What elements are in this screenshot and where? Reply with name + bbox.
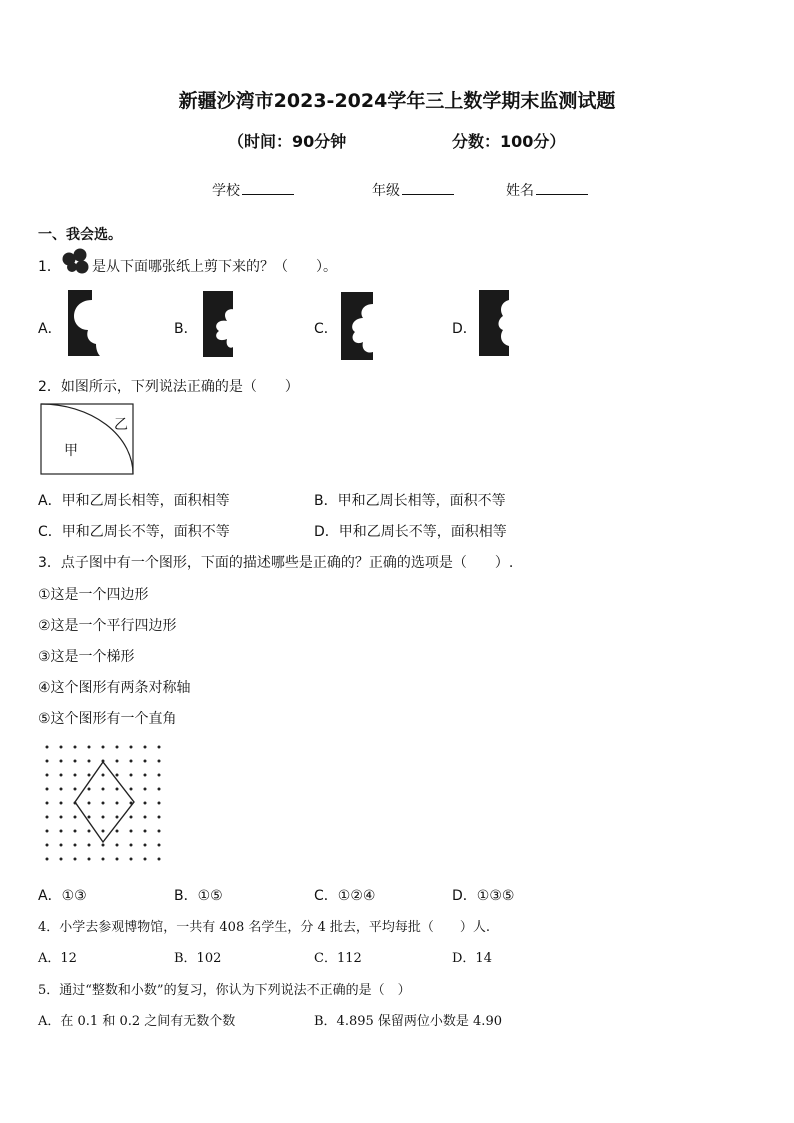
grid-dot [60,760,63,763]
grid-dot [144,774,147,777]
q3-option-b: B．①⑤ [174,888,223,904]
grid-dot [74,830,77,833]
school-label: 学校 [212,183,240,199]
grid-dot [60,774,63,777]
name-blank[interactable] [536,180,588,195]
grid-dot [102,802,105,805]
grid-dot [88,746,91,749]
grid-dot [88,858,91,861]
q1-number: 1． [38,259,61,275]
grid-dot [102,858,105,861]
grid-dot [144,816,147,819]
region-yi-label: 乙 [114,417,128,433]
q1-option-a-label: A． [38,321,62,337]
region-jia-label: 甲 [64,443,78,459]
section-heading: 一、我会选。 [38,227,122,243]
q4-option-c: C．112 [314,951,362,966]
grid-dot [102,816,105,819]
grid-dot [116,774,119,777]
grid-dot [46,788,49,791]
q3-option-d: D．①③⑤ [452,888,515,904]
grid-dot [74,844,77,847]
grid-dot [46,844,49,847]
grid-dot [116,844,119,847]
dot-grid-diagram [40,742,156,864]
grid-dot [144,830,147,833]
school-blank[interactable] [242,180,294,195]
grid-dot [60,816,63,819]
q1-option-c-label: C． [314,321,338,337]
grid-dot [130,858,133,861]
grid-dot [60,788,63,791]
q3-statement-1: ①这是一个四边形 [38,587,149,603]
q3-statement-5: ⑤这个图形有一个直角 [38,711,177,727]
grid-dot [102,746,105,749]
grid-dot [144,788,147,791]
grid-dot [46,802,49,805]
exam-score: 分数：100分） [452,132,566,151]
q3-statement-2: ②这是一个平行四边形 [38,618,177,634]
grid-dot [116,830,119,833]
grid-dot [158,830,161,833]
grid-dot [144,858,147,861]
grid-dot [60,746,63,749]
page-title: 新疆沙湾市2023-2024学年三上数学期末监测试题 [178,90,616,112]
grid-dot [130,760,133,763]
grid-dot [46,774,49,777]
q3-statement-4: ④这个图形有两条对称轴 [38,680,191,696]
kite-shape [75,762,134,842]
q2-option-b: B．甲和乙周长相等，面积不等 [314,493,506,509]
grid-dot [88,788,91,791]
grid-dot [74,774,77,777]
paper-c-icon [341,292,375,360]
q2-option-c: C．甲和乙周长不等，面积不等 [38,524,230,540]
grid-dot [158,788,161,791]
grid-dot [102,788,105,791]
grid-dot [60,802,63,805]
grid-dot [144,746,147,749]
grid-dot [74,760,77,763]
grid-dot [46,746,49,749]
q2-option-a: A．甲和乙周长相等，面积相等 [38,493,230,509]
grid-dot [60,830,63,833]
grid-dot [158,760,161,763]
grid-dot [116,802,119,805]
paper-a-icon [68,290,100,358]
grid-dot [144,844,147,847]
q1-text: 是从下面哪张纸上剪下来的？（ ）。 [92,259,337,275]
grade-field [372,180,454,200]
grid-dot [88,830,91,833]
grid-dot [116,816,119,819]
grid-dot [60,844,63,847]
exam-time: （时间：90分钟 [228,132,347,151]
grid-dot [116,760,119,763]
q2-option-d: D．甲和乙周长不等，面积相等 [314,524,507,540]
q1-option-b-label: B． [174,321,198,337]
grid-dot [60,858,63,861]
grid-dot [88,816,91,819]
grid-dot [46,816,49,819]
grid-dot [130,746,133,749]
q4-option-a: A．12 [38,951,77,966]
grid-dot [88,802,91,805]
grid-dot [102,774,105,777]
grid-dot [158,746,161,749]
q5-text: 5．通过“整数和小数”的复习，你认为下列说法不正确的是（ ） [38,983,411,998]
grid-dot [46,830,49,833]
grid-dot [102,844,105,847]
grid-dot [74,788,77,791]
q3-option-a: A．①③ [38,888,87,904]
grid-dot [158,774,161,777]
grid-dot [74,746,77,749]
q4-option-d: D．14 [452,951,492,966]
grade-blank[interactable] [402,180,454,195]
grid-dot [158,858,161,861]
grid-dot [130,816,133,819]
q3-option-c: C．①②④ [314,888,376,904]
name-field [506,180,588,200]
grid-dot [116,858,119,861]
grid-dot [116,746,119,749]
grid-dot [74,858,77,861]
grid-dot [46,760,49,763]
q2-text: 2．如图所示，下列说法正确的是（ ） [38,379,299,395]
grid-dot [88,844,91,847]
grid-dot [144,802,147,805]
q3-text: 3．点子图中有一个图形，下面的描述哪些是正确的？正确的选项是（ ）. [38,555,514,571]
grid-dot [130,774,133,777]
grid-dot [46,858,49,861]
grid-dot [116,788,119,791]
paper-b-icon [203,291,237,359]
paper-d-icon [479,290,513,358]
cutout-shape-icon [60,248,92,276]
q5-option-a: A．在 0.1 和 0.2 之间有无数个数 [38,1014,236,1029]
grid-dot [130,788,133,791]
grid-dot [158,816,161,819]
grid-dot [102,830,105,833]
grid-dot [158,802,161,805]
school-field [212,180,294,200]
q4-text: 4．小学去参观博物馆，一共有 408 名学生，分 4 批去，平均每批（ ）人. [38,920,491,935]
name-label: 姓名 [506,183,534,199]
q3-statement-3: ③这是一个梯形 [38,649,135,665]
grid-dot [158,844,161,847]
grid-dot [74,816,77,819]
grid-dot [130,830,133,833]
q1-option-d-label: D． [452,321,477,337]
q5-option-b: B．4.895 保留两位小数是 4.90 [314,1014,502,1029]
q4-option-b: B．102 [174,951,222,966]
grid-dot [88,774,91,777]
grade-label: 年级 [372,183,400,199]
grid-dot [88,760,91,763]
grid-dot [144,760,147,763]
grid-dot [130,844,133,847]
